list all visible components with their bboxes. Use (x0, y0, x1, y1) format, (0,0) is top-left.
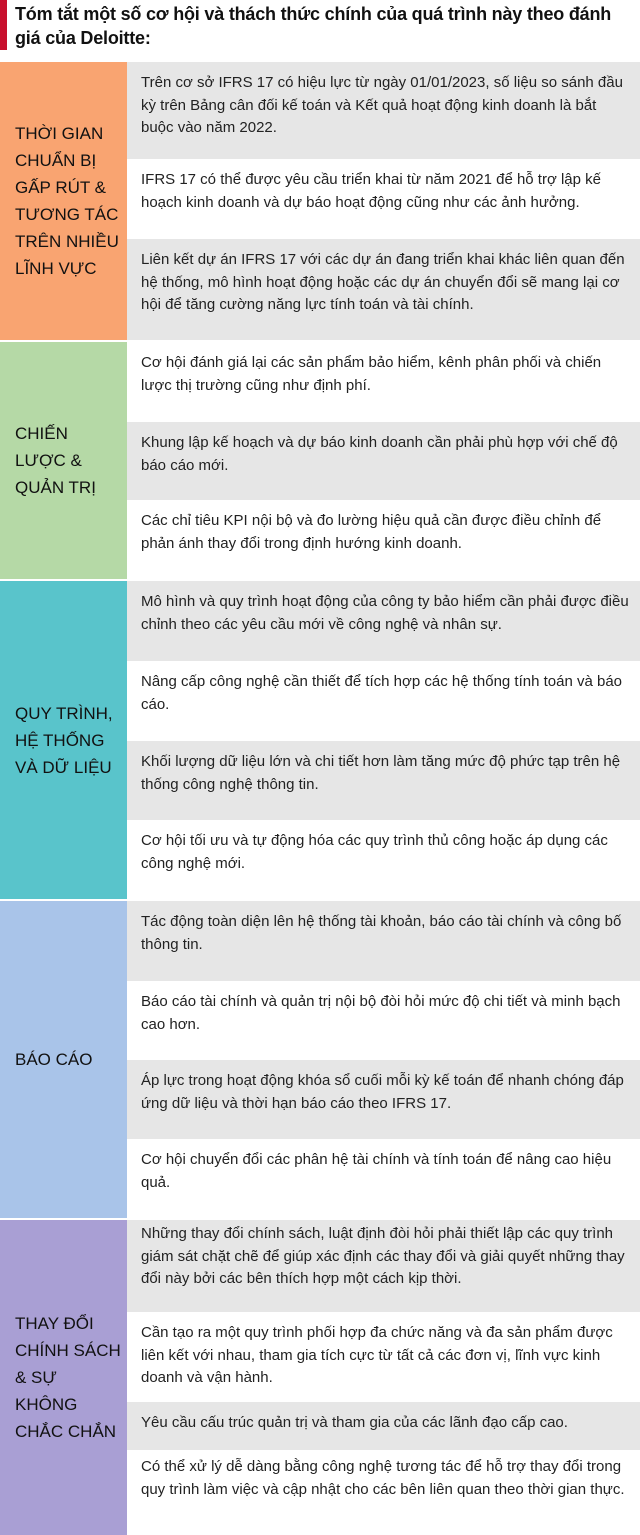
category-cell (0, 342, 128, 579)
section-policy (0, 1220, 640, 1535)
category-label: THAY ĐỔI CHÍNH SÁCH & SỰ KHÔNG CHẮC CHẮN (15, 1314, 121, 1441)
category-label: THỜI GIAN CHUẨN BỊ GẤP RÚT & TƯƠNG TÁC TRÊN NHIỀU LĨNH VỰC (15, 124, 119, 278)
list-item: Khung lập kế hoạch và dự báo kinh doanh cần phải phù hợp với chế độ báo cáo mới. (127, 422, 640, 500)
list-item: Tác động toàn diện lên hệ thống tài khoản, báo cáo tài chính và công bố thông tin. (127, 901, 640, 981)
list-item: Yêu cầu cấu trúc quản trị và tham gia của các lãnh đạo cấp cao. (127, 1402, 640, 1450)
list-item: Nâng cấp công nghệ cần thiết để tích hợp các hệ thống tính toán và báo cáo. (127, 661, 640, 741)
list-item: Khối lượng dữ liệu lớn và chi tiết hơn làm tăng mức độ phức tạp trên hệ thống công nghệ thông tin. (127, 741, 640, 820)
section-strategy (0, 342, 640, 579)
category-cell (0, 62, 128, 340)
list-item: Cơ hội tối ưu và tự động hóa các quy trình thủ công hoặc áp dụng các công nghệ mới. (127, 820, 640, 899)
list-item: Báo cáo tài chính và quản trị nội bộ đòi hỏi mức độ chi tiết và minh bạch cao hơn. (127, 981, 640, 1060)
category-cell (0, 581, 128, 899)
section-reporting (0, 901, 640, 1218)
list-item: Cần tạo ra một quy trình phối hợp đa chức năng và đa sản phẩm được liên kết với nhau, tham gia tích cực từ tất cả các đơn vị, lĩnh vực kinh doanh và vận hành. (127, 1312, 640, 1402)
list-item: Các chỉ tiêu KPI nội bộ và đo lường hiệu quả cần được điều chỉnh để phản ánh thay đổi trong định hướng kinh doanh. (127, 500, 640, 579)
list-item: Trên cơ sở IFRS 17 có hiệu lực từ ngày 01/01/2023, số liệu so sánh đầu kỳ trên Bảng cân đối kế toán và Kết quả hoạt động kinh doanh là bắt buộc vào năm 2022. (127, 62, 640, 159)
list-item: Cơ hội đánh giá lại các sản phẩm bảo hiểm, kênh phân phối và chiến lược thị trường cũng như định phí. (127, 342, 640, 422)
category-label: CHIẾN LƯỢC & QUẢN TRỊ (15, 424, 96, 497)
list-item: Áp lực trong hoạt động khóa sổ cuối mỗi kỳ kế toán để nhanh chóng đáp ứng dữ liệu và thời hạn báo cáo theo IFRS 17. (127, 1060, 640, 1139)
category-label: QUY TRÌNH, HỆ THỐNG VÀ DỮ LIỆU (15, 703, 113, 777)
section-preparation (0, 62, 640, 340)
page-title: Tóm tắt một số cơ hội và thách thức chính của quá trình này theo đánh giá của Deloitte: (15, 4, 612, 48)
list-item: Cơ hội chuyển đổi các phân hệ tài chính và tính toán để nâng cao hiệu quả. (127, 1139, 640, 1218)
list-item: Những thay đổi chính sách, luật định đòi hỏi phải thiết lập các quy trình giám sát chặt chẽ để giúp xác định các thay đổi và giải quyết những thay đổi này bởi các bên thích hợp một cách kịp thời. (127, 1220, 640, 1312)
category-label: BÁO CÁO (15, 1050, 93, 1069)
section-process (0, 581, 640, 899)
accent-bar (0, 0, 7, 50)
category-cell (0, 1220, 128, 1535)
list-item: Mô hình và quy trình hoạt động của công ty bảo hiểm cần phải được điều chỉnh theo các yêu cầu mới về công nghệ và nhân sự. (127, 581, 640, 661)
header (0, 0, 640, 52)
list-item: Liên kết dự án IFRS 17 với các dự án đang triển khai khác liên quan đến hệ thống, mô hình hoạt động hoặc các dự án chuyển đổi sẽ mang lại cơ hội để tăng cường năng lực tính toán và tài chính. (127, 239, 640, 340)
list-item: Có thể xử lý dễ dàng bằng công nghệ tương tác để hỗ trợ thay đổi trong quy trình làm việc và cập nhật cho các bên liên quan theo thời gian thực. (127, 1450, 640, 1535)
list-item: IFRS 17 có thể được yêu cầu triển khai từ năm 2021 để hỗ trợ lập kế hoạch kinh doanh và dự báo hoạt động cũng như các ảnh hưởng. (127, 159, 640, 239)
category-cell (0, 901, 128, 1218)
